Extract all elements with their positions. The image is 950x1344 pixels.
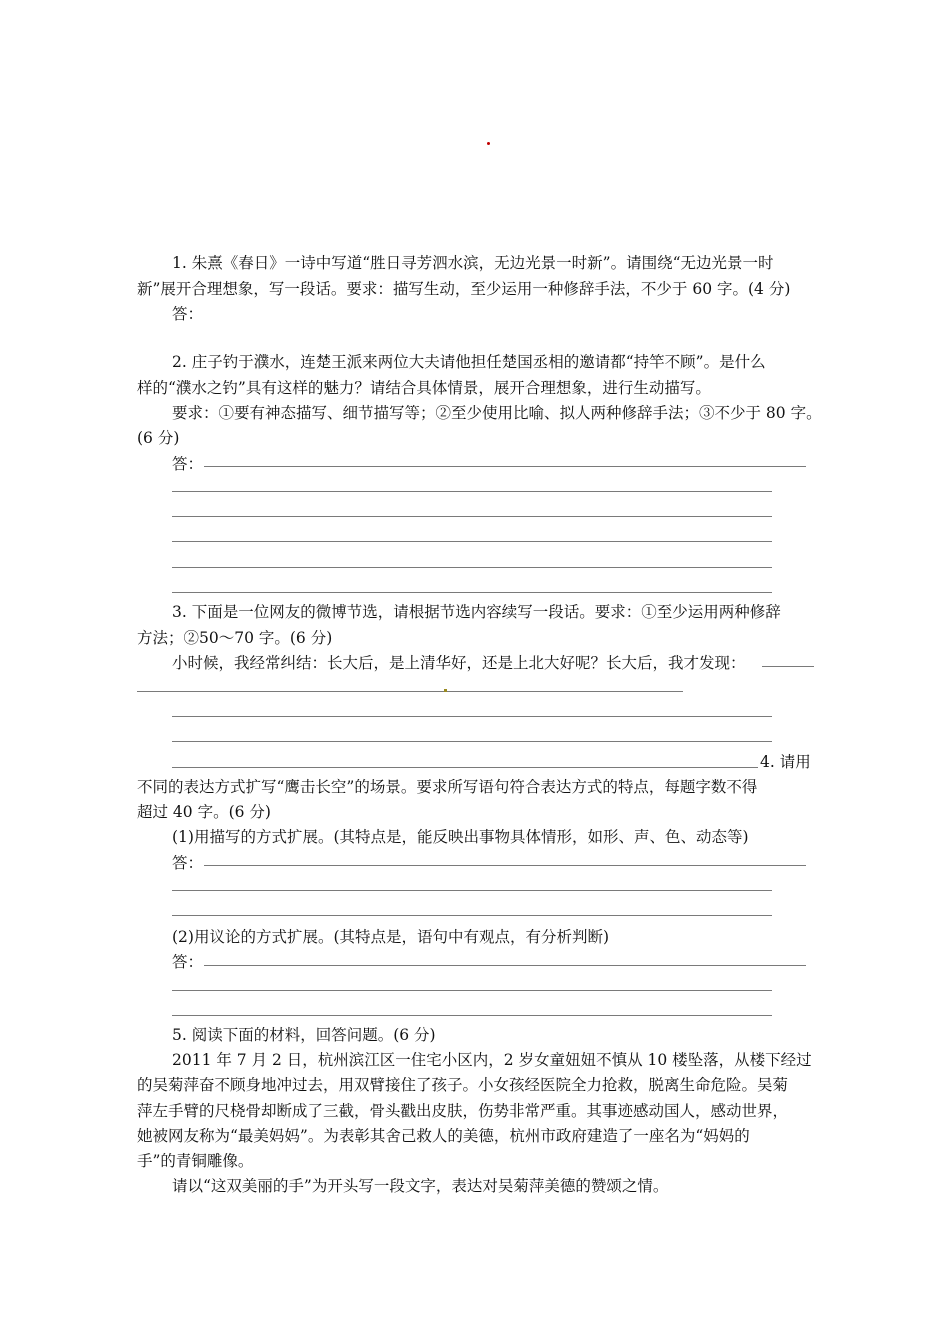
q3-answer-line[interactable] <box>172 741 772 742</box>
q5-line-2: 2011 年 7 月 2 日，杭州滨江区一住宅小区内，2 岁女童妞妞不慎从 10 楼坠落，从楼下经过 <box>172 1051 812 1069</box>
q4-answer-line[interactable] <box>172 990 772 991</box>
q4-answer-line[interactable] <box>172 1015 772 1016</box>
q4-answer-line[interactable] <box>204 965 806 966</box>
q5-line-7: 请以“这双美丽的手”为开头写一段文字，表达对吴菊萍美德的赞颂之情。 <box>172 1177 669 1195</box>
q2-line-1: 2. 庄子钓于濮水，连楚王派来两位大夫请他担任楚国丞相的邀请都“持竿不顾”。是什么 <box>172 353 766 371</box>
q2-line-2: 样的“濮水之钓”具有这样的魅力？请结合具体情景，展开合理想象，进行生动描写。 <box>137 379 711 397</box>
q2-answer-line[interactable] <box>172 491 772 492</box>
q4-line-1: 4. 请用 <box>760 753 811 771</box>
small-mark <box>444 689 447 692</box>
q4-answer-line[interactable] <box>204 865 806 866</box>
q1-line-1: 1. 朱熹《春日》一诗中写道“胜日寻芳泗水滨，无边光景一时新”。请围绕“无边光景一时 <box>172 254 774 272</box>
q4-answer-line[interactable] <box>172 890 772 891</box>
q5-line-1: 5. 阅读下面的材料，回答问题。(6 分) <box>172 1026 436 1044</box>
q5-line-3: 的吴菊萍奋不顾身地冲过去，用双臂接住了孩子。小女孩经医院全力抢救，脱离生命危险。吴菊 <box>137 1076 789 1094</box>
q5-line-4: 萍左手臂的尺桡骨却断成了三截，骨头戳出皮肤，伤势非常严重。其事迹感动国人，感动世界， <box>137 1102 789 1120</box>
q3-answer-line[interactable] <box>172 767 758 768</box>
q4-answer-label-1: 答： <box>172 854 204 872</box>
q5-line-6: 手”的青铜雕像。 <box>137 1152 254 1170</box>
q2-answer-line[interactable] <box>204 466 806 467</box>
q3-answer-line[interactable] <box>762 666 814 667</box>
red-dot-mark <box>487 142 490 145</box>
q4-answer-label-2: 答： <box>172 953 204 971</box>
q3-answer-line[interactable] <box>137 691 683 692</box>
q3-line-2: 方法；②50～70 字。(6 分) <box>137 629 333 647</box>
q4-line-2: 不同的表达方式扩写“鹰击长空”的场景。要求所写语句符合表达方式的特点，每题字数不得 <box>137 778 758 796</box>
q2-answer-line[interactable] <box>172 516 772 517</box>
q1-answer-label: 答： <box>172 305 204 323</box>
q5-line-5: 她被网友称为“最美妈妈”。为表彰其舍己救人的美德，杭州市政府建造了一座名为“妈妈的 <box>137 1127 750 1145</box>
q4-line-3: 超过 40 字。(6 分) <box>137 803 271 821</box>
q4-sub-2: (2)用议论的方式扩展。(其特点是，语句中有观点，有分析判断) <box>172 928 610 946</box>
q3-answer-line[interactable] <box>172 716 772 717</box>
q2-line-3: 要求：①要有神态描写、细节描写等；②至少使用比喻、拟人两种修辞手法；③不少于 80 字。 <box>172 404 822 422</box>
q4-sub-1: (1)用描写的方式扩展。(其特点是，能反映出事物具体情形，如形、声、色、动态等) <box>172 828 749 846</box>
q2-line-4: (6 分) <box>137 429 180 447</box>
q2-answer-line[interactable] <box>172 541 772 542</box>
q1-line-2: 新”展开合理想象，写一段话。要求：描写生动，至少运用一种修辞手法，不少于 60 字。(4 分) <box>137 280 791 298</box>
q4-answer-line[interactable] <box>172 915 772 916</box>
q3-line-1: 3. 下面是一位网友的微博节选，请根据节选内容续写一段话。要求：①至少运用两种修辞 <box>172 603 781 621</box>
q2-answer-line[interactable] <box>172 567 772 568</box>
q3-line-3: 小时候，我经常纠结：长大后，是上清华好，还是上北大好呢？长大后，我才发现： <box>172 654 746 672</box>
q2-answer-label: 答： <box>172 455 204 473</box>
q2-answer-line[interactable] <box>172 592 772 593</box>
